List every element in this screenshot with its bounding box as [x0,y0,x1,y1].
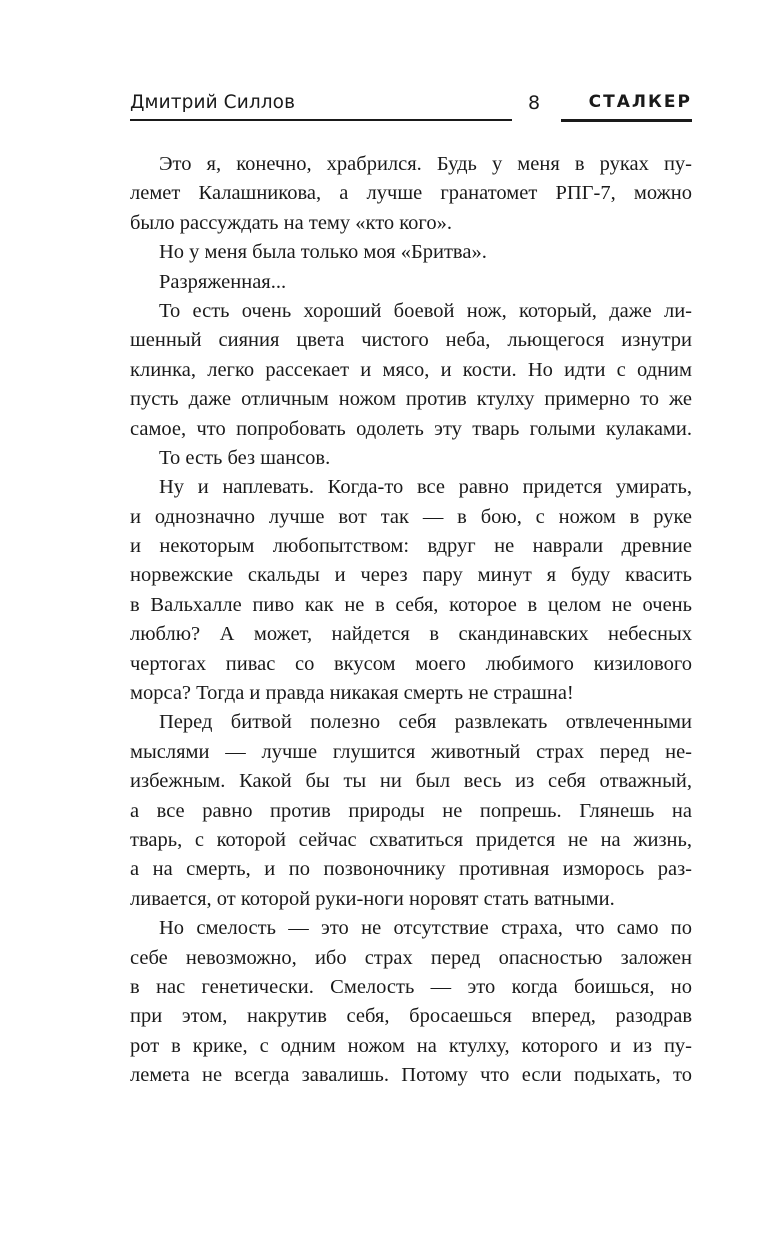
text-line: То есть очень хороший боевой нож, который, даже ли- [159,299,692,322]
text-line: и однозначно лучше вот так — в бою, с ножом в руке [130,505,692,528]
text-line: норвежские скальды и через пару минут я буду квасить [130,564,692,587]
text-line: в нас генетически. Смелость — это когда боишься, но [130,975,692,998]
page-number: 8 [528,92,541,114]
header-rule-right [561,119,692,122]
text-line: люблю? А может, найдется в скандинавских небесных [130,623,692,646]
text-line: самое, что попробовать одолеть эту тварь голыми кулаками. [130,417,692,440]
text-line: шенный сияния цвета чистого неба, льющегося изнутри [130,329,692,352]
text-line: клинка, легко рассекает и мясо, и кости. Но идти с одним [130,358,692,381]
text-line: мыслями — лучше глушится животный страх перед не- [130,740,692,763]
text-line: в Вальхалле пиво как не в себя, которое в целом не очень [130,593,692,616]
text-line: рот в крике, с одним ножом на ктулху, которого и из пу- [130,1034,692,1057]
text-line: Перед битвой полезно себя развлекать отвлеченными [159,711,692,734]
author-name: Дмитрий Силлов [130,92,296,113]
text-line: а на смерть, и по позвоночнику противная изморось раз- [130,858,692,881]
text-line: пусть даже отличным ножом против ктулху примерно то же [130,388,692,411]
text-line: морса? Тогда и правда никакая смерть не страшна! [130,682,574,705]
text-line: лемета не всегда завалишь. Потому что если подыхать, то [130,1064,692,1087]
text-line: Разряженная... [159,270,287,293]
text-line: себе невозможно, ибо страх перед опасностью заложен [130,946,692,969]
text-line: Ну и наплевать. Когда-то все равно придется умирать, [159,476,692,499]
text-line: Это я, конечно, храбрился. Будь у меня в руках пу- [159,153,692,175]
text-line: Но смелость — это не отсутствие страха, что само по [159,917,692,940]
text-line: при этом, накрутив себя, бросаешься вперед, разодрав [130,1005,692,1028]
text-line: чертогах пивас со вкусом моего любимого кизилового [130,652,692,675]
text-line: Но у меня была только моя «Бритва». [159,241,487,264]
text-line: избежным. Какой бы ты ни был весь из себя отважный, [130,770,692,793]
series-title: СТАЛКЕР [588,92,692,112]
text-line: было рассуждать на тему «кто кого». [130,211,452,234]
text-line: То есть без шансов. [159,446,331,469]
text-line: ливается, от которой руки-ноги норовят стать ватными. [130,887,615,910]
text-line: и некоторым любопытством: вдруг не наврали древние [130,535,692,558]
text-line: а все равно против природы не попрешь. Глянешь на [130,799,692,822]
header-rule-left [130,119,512,121]
text-line: тварь, с которой сейчас схватиться придется не на жизнь, [130,828,692,851]
text-line: лемет Калашникова, а лучше гранатомет РПГ-7, можно [130,182,692,205]
body-text [130,150,692,1091]
running-header [130,92,692,122]
